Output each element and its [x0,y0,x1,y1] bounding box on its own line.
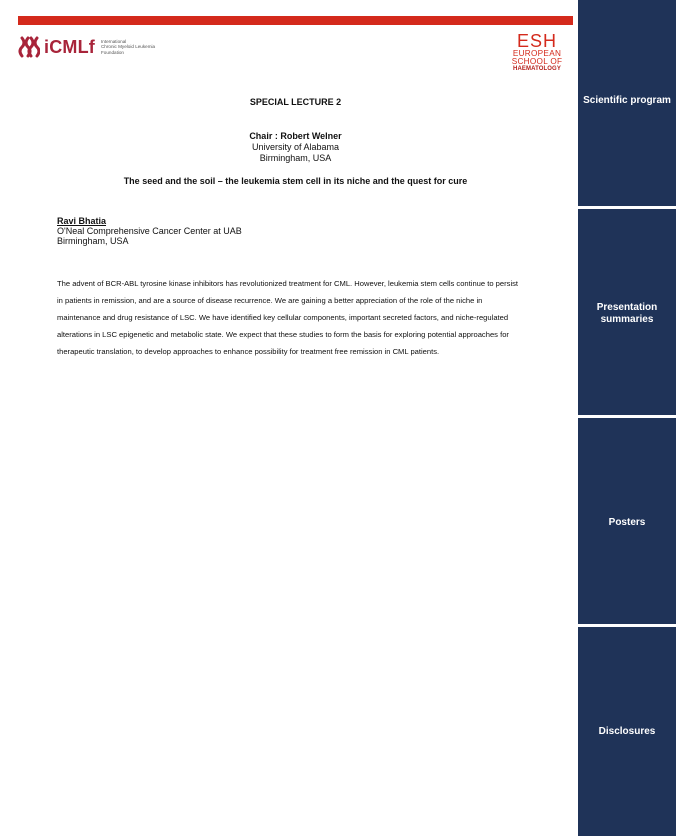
speaker-name: Ravi Bhatia [57,216,107,226]
speaker-city: Birmingham, USA [57,236,129,246]
sidebar-item-presentation-summaries[interactable] [578,209,676,415]
sidebar-item-disclosures[interactable] [578,627,676,836]
esh-line-european: EUROPEAN [512,49,562,58]
lecture-title: SPECIAL LECTURE 2 [249,97,342,107]
icmlf-wordmark: iCMLf [44,36,95,57]
esh-line-school: SCHOOL OF [511,57,563,67]
esh-acronym: ESH [516,31,557,51]
sidebar-label-disclosures: Disclosures [598,726,656,737]
icmlf-logo [18,35,171,59]
sidebar-label-scientific-program: Scientific program [583,95,671,106]
chair-city: Birmingham, USA [259,153,332,163]
icmlf-subtitle: International Chronic Myeloid Leukemia Foundation [100,38,156,55]
sidebar-label-presentation-summaries: Presentation summaries [596,302,658,325]
header-red-bar [18,16,573,25]
sidebar-item-posters[interactable] [578,418,676,624]
talk-title: The seed and the soil – the leukemia stem cell in its niche and the quest for cure [123,176,468,186]
speaker-affiliation: O'Neal Comprehensive Cancer Center at UAB [57,226,242,236]
chair-name: Chair : Robert Welner [249,131,342,141]
chair-affiliation: University of Alabama [251,142,340,152]
esh-logo [509,32,565,90]
esh-line-haematology: HAEMATOLOGY [513,66,561,73]
sidebar-label-posters: Posters [608,517,646,528]
abstract-text: The advent of BCR-ABL tyrosine kinase inhibitors has revolutionized treatment for CML. However, leukemia stem cells continue to persist in patients in remission, and are a source of disease recurrence. We are gaining a better appreciation of the role of the niche in maintenance and drug resistance of LSC. We have identified key cellular components, important secreted factors, and niche-regulated alterations in LSC epigenetic and metabolic state. We expect that these studies to form the basis for exploring potential approaches for therapeutic translation, to develop approaches to enhance possibility for treatment free remission in CML patients. [57,279,519,356]
sidebar-item-scientific-program[interactable] [578,0,676,206]
chromosome-icon [18,36,40,58]
sidebar-nav [578,0,676,836]
